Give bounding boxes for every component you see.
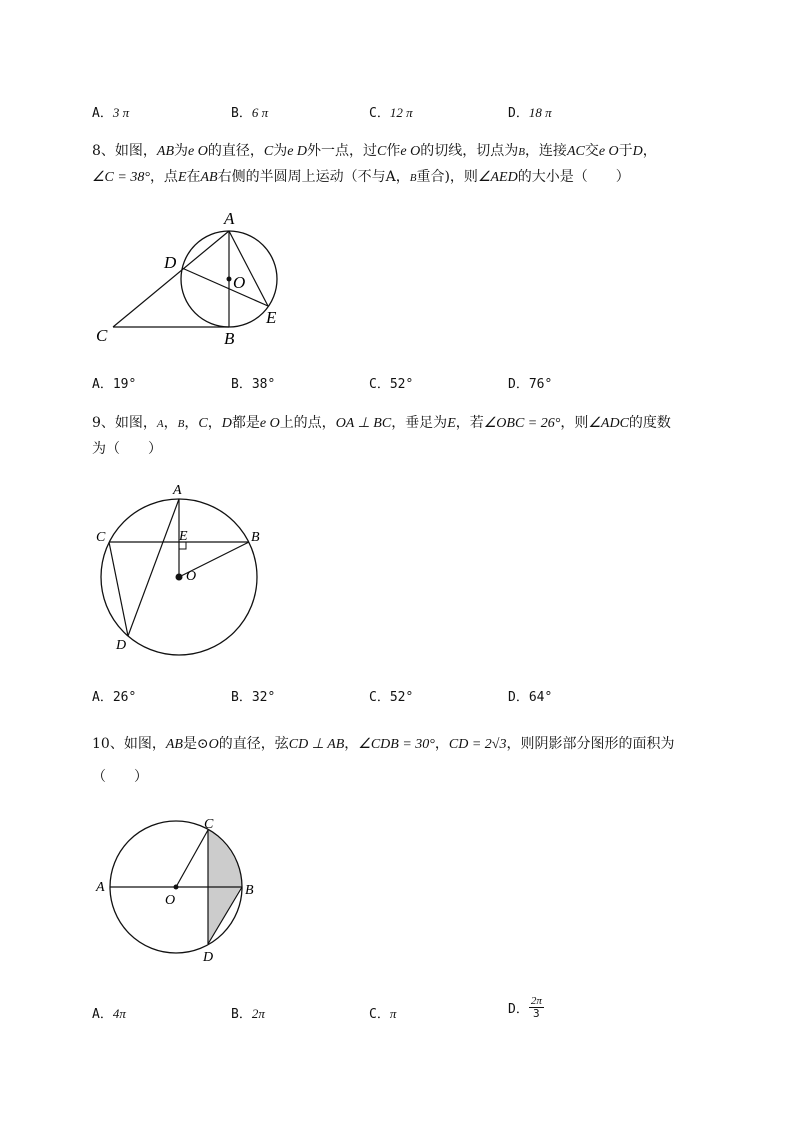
- q8-text: 重合)，则: [416, 169, 478, 185]
- q7-option-d-value: 18 π: [528, 105, 552, 120]
- q10-math: O: [208, 737, 219, 752]
- q8-label-e: E: [266, 308, 277, 327]
- q9-option-a-value: 26°: [112, 690, 137, 705]
- q10-math: ∠CDB = 30°: [358, 737, 435, 752]
- q9-text: ，垂足为: [391, 415, 448, 431]
- q8-center-dot: [227, 277, 232, 282]
- q8-math: E: [177, 170, 187, 185]
- q9-text: 上的点，: [279, 415, 336, 431]
- q8-option-c[interactable]: [369, 373, 413, 392]
- q10-option-a[interactable]: [92, 1003, 126, 1022]
- q8-stem-line2: [92, 164, 630, 191]
- q8-secant-ca: [113, 231, 229, 327]
- q10-text: ，则阴影部分图形的面积为: [506, 736, 675, 752]
- q10-option-d[interactable]: [508, 995, 544, 1020]
- q7-option-d-letter: D．: [508, 106, 529, 121]
- q10-text: 的直径，弦: [218, 736, 289, 752]
- q9-math: OA ⊥ BC: [335, 416, 392, 431]
- q8-math: e D: [287, 144, 308, 159]
- q8-text: ，点: [149, 169, 178, 185]
- q10-label-a: A: [96, 880, 105, 895]
- q10-text: 如图，: [123, 736, 166, 752]
- q7-option-c[interactable]: [369, 102, 413, 121]
- q9-math: ∠OBC = 26°: [483, 416, 561, 431]
- q9-text: ，若: [455, 415, 484, 431]
- q8-segment-de: [182, 268, 268, 306]
- q7-option-d[interactable]: [508, 102, 552, 121]
- q8-text: 右侧的半圆周上运动（不与A，: [217, 169, 410, 185]
- q9-stem-line1: [92, 410, 671, 437]
- q9-option-d[interactable]: [508, 686, 552, 705]
- q9-option-b[interactable]: [231, 686, 275, 705]
- q8-option-d[interactable]: [508, 373, 552, 392]
- q9-text: ，则: [560, 415, 589, 431]
- q10-option-c-letter: C．: [369, 1007, 390, 1022]
- q9-math: D: [221, 416, 232, 431]
- q10-stem-line1: [92, 731, 675, 758]
- q9-text: ，: [207, 415, 222, 431]
- q10-figure: [90, 812, 265, 967]
- q10-label-d: D: [203, 950, 214, 965]
- q8-number: 8、: [92, 143, 115, 159]
- q9-option-d-letter: D．: [508, 690, 529, 705]
- q8-figure: [90, 205, 310, 355]
- q8-label-c: C: [96, 326, 108, 345]
- q8-option-c-letter: C．: [369, 377, 390, 392]
- q9-text: 都是: [231, 415, 260, 431]
- q9-math: E: [447, 416, 456, 431]
- q9-label-c: C: [96, 530, 106, 545]
- q10-stem-line2: （ ）: [92, 769, 148, 785]
- q8-segment-ae: [229, 231, 268, 306]
- q10-math: CD = 2√3: [448, 737, 507, 752]
- q9-center-dot: [176, 574, 183, 581]
- q9-option-c[interactable]: [369, 686, 413, 705]
- q8-math: AC: [566, 144, 585, 159]
- q8-text: ，: [642, 143, 657, 159]
- q10-center-dot: [174, 885, 179, 890]
- q10-radius-oc: [176, 830, 208, 887]
- q8-text: 外一点，过: [307, 143, 378, 159]
- q8-option-b-letter: B．: [231, 377, 252, 392]
- q10-option-d-fraction: [529, 995, 544, 1020]
- q10-label-b: B: [245, 883, 254, 898]
- q8-option-d-value: 76°: [528, 377, 553, 392]
- q8-text: 的切线，切点为: [420, 143, 519, 159]
- q9-number: 9、: [92, 415, 115, 431]
- q8-text: 为: [174, 143, 189, 159]
- q7-option-b-letter: B．: [231, 106, 252, 121]
- q8-math: D: [632, 144, 643, 159]
- q9-text: 的度数: [628, 415, 671, 431]
- q8-option-a-value: 19°: [112, 377, 137, 392]
- q8-text: 交: [584, 143, 599, 159]
- q8-text: 如图，: [114, 143, 157, 159]
- q8-option-a-letter: A．: [92, 377, 113, 392]
- q10-option-a-letter: A．: [92, 1007, 113, 1022]
- q8-option-c-value: 52°: [389, 377, 414, 392]
- q9-label-b: B: [251, 530, 260, 545]
- q9-segment-cd: [109, 542, 128, 636]
- q9-option-d-value: 64°: [528, 690, 553, 705]
- q10-math: CD ⊥ AB: [288, 737, 345, 752]
- q9-math: B: [177, 418, 185, 430]
- q9-text: 如图，: [114, 415, 157, 431]
- q10-label-o: O: [165, 893, 176, 908]
- q9-label-e: E: [179, 529, 188, 544]
- q9-option-c-letter: C．: [369, 690, 390, 705]
- q7-option-b[interactable]: [231, 102, 268, 121]
- q8-math: AB: [200, 170, 218, 185]
- q8-text: 作: [386, 143, 401, 159]
- q10-text: ，: [344, 736, 359, 752]
- q10-option-d-numerator: 2π: [530, 995, 542, 1007]
- q8-option-b[interactable]: [231, 373, 275, 392]
- q9-text: ，: [163, 415, 178, 431]
- q8-stem-line1: [92, 138, 657, 165]
- q8-math: ∠AED: [477, 170, 518, 185]
- q8-text: ，连接: [524, 143, 567, 159]
- q8-text: 的直径，: [207, 143, 264, 159]
- q8-math: e O: [188, 144, 208, 159]
- q8-math: B: [409, 172, 417, 184]
- q8-math: e O: [598, 144, 619, 159]
- q10-label-c: C: [204, 817, 214, 832]
- q10-math: AB: [165, 737, 183, 752]
- q10-option-b-letter: B．: [231, 1007, 252, 1022]
- q9-math: e O: [259, 416, 280, 431]
- q9-option-a-letter: A．: [92, 690, 113, 705]
- q9-option-b-letter: B．: [231, 690, 252, 705]
- q8-option-a[interactable]: [92, 373, 136, 392]
- q8-label-d: D: [164, 253, 177, 272]
- q8-math: B: [518, 146, 525, 158]
- q10-option-d-denominator: 3: [533, 1007, 540, 1020]
- q9-stem-line2: 为（ ）: [92, 441, 162, 457]
- q10-option-d-letter: D．: [508, 1002, 529, 1017]
- q9-text: ，: [184, 415, 199, 431]
- q8-option-d-letter: D．: [508, 377, 529, 392]
- q8-text: 于: [618, 143, 633, 159]
- q9-figure: [90, 478, 275, 658]
- q7-option-a-value: 3 π: [112, 105, 130, 120]
- q7-option-a-letter: A．: [92, 106, 113, 121]
- q8-math: e O: [400, 144, 421, 159]
- q8-text: 在: [186, 169, 201, 185]
- q9-math: C: [198, 416, 208, 431]
- q9-option-a[interactable]: [92, 686, 136, 705]
- q10-option-c-value: π: [389, 1006, 397, 1021]
- q7-option-c-value: 12 π: [389, 105, 413, 120]
- q9-math: A: [156, 418, 164, 430]
- q9-label-a: A: [173, 483, 182, 498]
- q10-option-a-value: 4π: [112, 1006, 126, 1021]
- q8-math: C: [263, 144, 274, 159]
- q8-text: 的大小是（ ）: [517, 169, 630, 185]
- q7-option-c-letter: C．: [369, 106, 390, 121]
- q9-option-b-value: 32°: [251, 690, 276, 705]
- q9-math: ∠ADC: [588, 416, 629, 431]
- q8-math: AB: [156, 144, 175, 159]
- q7-option-a[interactable]: [92, 102, 129, 121]
- q8-option-b-value: 38°: [251, 377, 276, 392]
- q10-number: 10、: [92, 736, 124, 752]
- q10-text: ，: [434, 736, 449, 752]
- q8-label-o: O: [233, 273, 246, 292]
- q8-text: 为: [273, 143, 288, 159]
- q10-text: 是⊙: [182, 736, 209, 752]
- q10-option-c[interactable]: [369, 1003, 396, 1022]
- q7-option-b-value: 6 π: [251, 105, 269, 120]
- q9-label-d: D: [116, 638, 127, 653]
- q9-segment-ad: [128, 499, 179, 636]
- q9-option-c-value: 52°: [389, 690, 414, 705]
- q8-math: C: [377, 144, 387, 159]
- q10-option-b[interactable]: [231, 1003, 265, 1022]
- q8-math: ∠C = 38°: [92, 170, 150, 185]
- q10-option-b-value: 2π: [251, 1006, 265, 1021]
- q9-label-o: O: [186, 569, 197, 584]
- q8-label-a: A: [224, 209, 235, 228]
- q8-label-b: B: [224, 329, 235, 348]
